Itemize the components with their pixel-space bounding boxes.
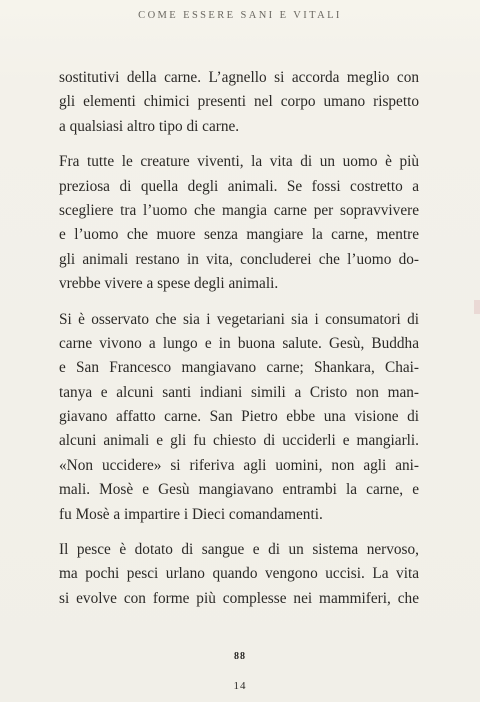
text-line: alcuni animali e gli fu chiesto di ucciderli e mangiarli. [59, 432, 419, 450]
paragraph-1 [59, 66, 419, 139]
text-line: vrebbe vivere a spese degli animali. [59, 275, 279, 293]
text-line: e San Francesco mangiavano carne; Shankara, Chai- [59, 359, 419, 377]
running-header: COME ESSERE SANI E VITALI [138, 10, 342, 21]
text-line: sostitutivi della carne. L’agnello si accorda meglio con [59, 69, 419, 86]
page-edge-mark [474, 300, 480, 314]
body-text [59, 66, 419, 622]
text-line: si evolve con forme più complesse nei mammiferi, che [59, 589, 419, 607]
text-line: preziosa di quella degli animali. Se fossi costretto a [59, 177, 419, 195]
text-line: tanya e alcuni santi indiani simili a Cristo non man- [59, 383, 419, 401]
page-number: 88 [234, 651, 246, 662]
text-line: scegliere tra l’uomo che mangia carne per sopravvivere [59, 201, 419, 219]
text-line: a qualsiasi altro tipo di carne. [59, 117, 240, 135]
text-line: mali. Mosè e Gesù mangiavano entrambi la carne, e [59, 481, 419, 499]
text-line: giavano affatto carne. San Pietro ebbe una visione di [59, 408, 419, 426]
text-line: carne vivono a lungo e in buona salute. Gesù, Buddha [59, 334, 419, 352]
text-line: fu Mosè a impartire i Dieci comandamenti. [59, 505, 323, 523]
text-line: gli elementi chimici presenti nel corpo umano rispetto [59, 93, 419, 111]
paragraph-3 [59, 308, 419, 528]
paragraph-4 [59, 538, 419, 611]
text-line: gli animali restano in vita, concluderei che l’uomo do- [59, 250, 419, 268]
text-line: ma pochi pesci urlano quando vengono uccisi. La vita [59, 565, 419, 583]
text-line: e l’uomo che muore senza mangiare la carne, mentre [59, 226, 419, 244]
text-line: «Non uccidere» si riferiva agli uomini, non agli ani- [59, 456, 419, 474]
text-line: Fra tutte le creature viventi, la vita di un uomo è più [59, 153, 419, 171]
sheet-number: 14 [233, 680, 247, 692]
paragraph-2 [59, 150, 419, 296]
text-line: Il pesce è dotato di sangue e di un sistema nervoso, [59, 541, 419, 559]
text-line: Si è osservato che sia i vegetariani sia i consumatori di [59, 310, 419, 328]
